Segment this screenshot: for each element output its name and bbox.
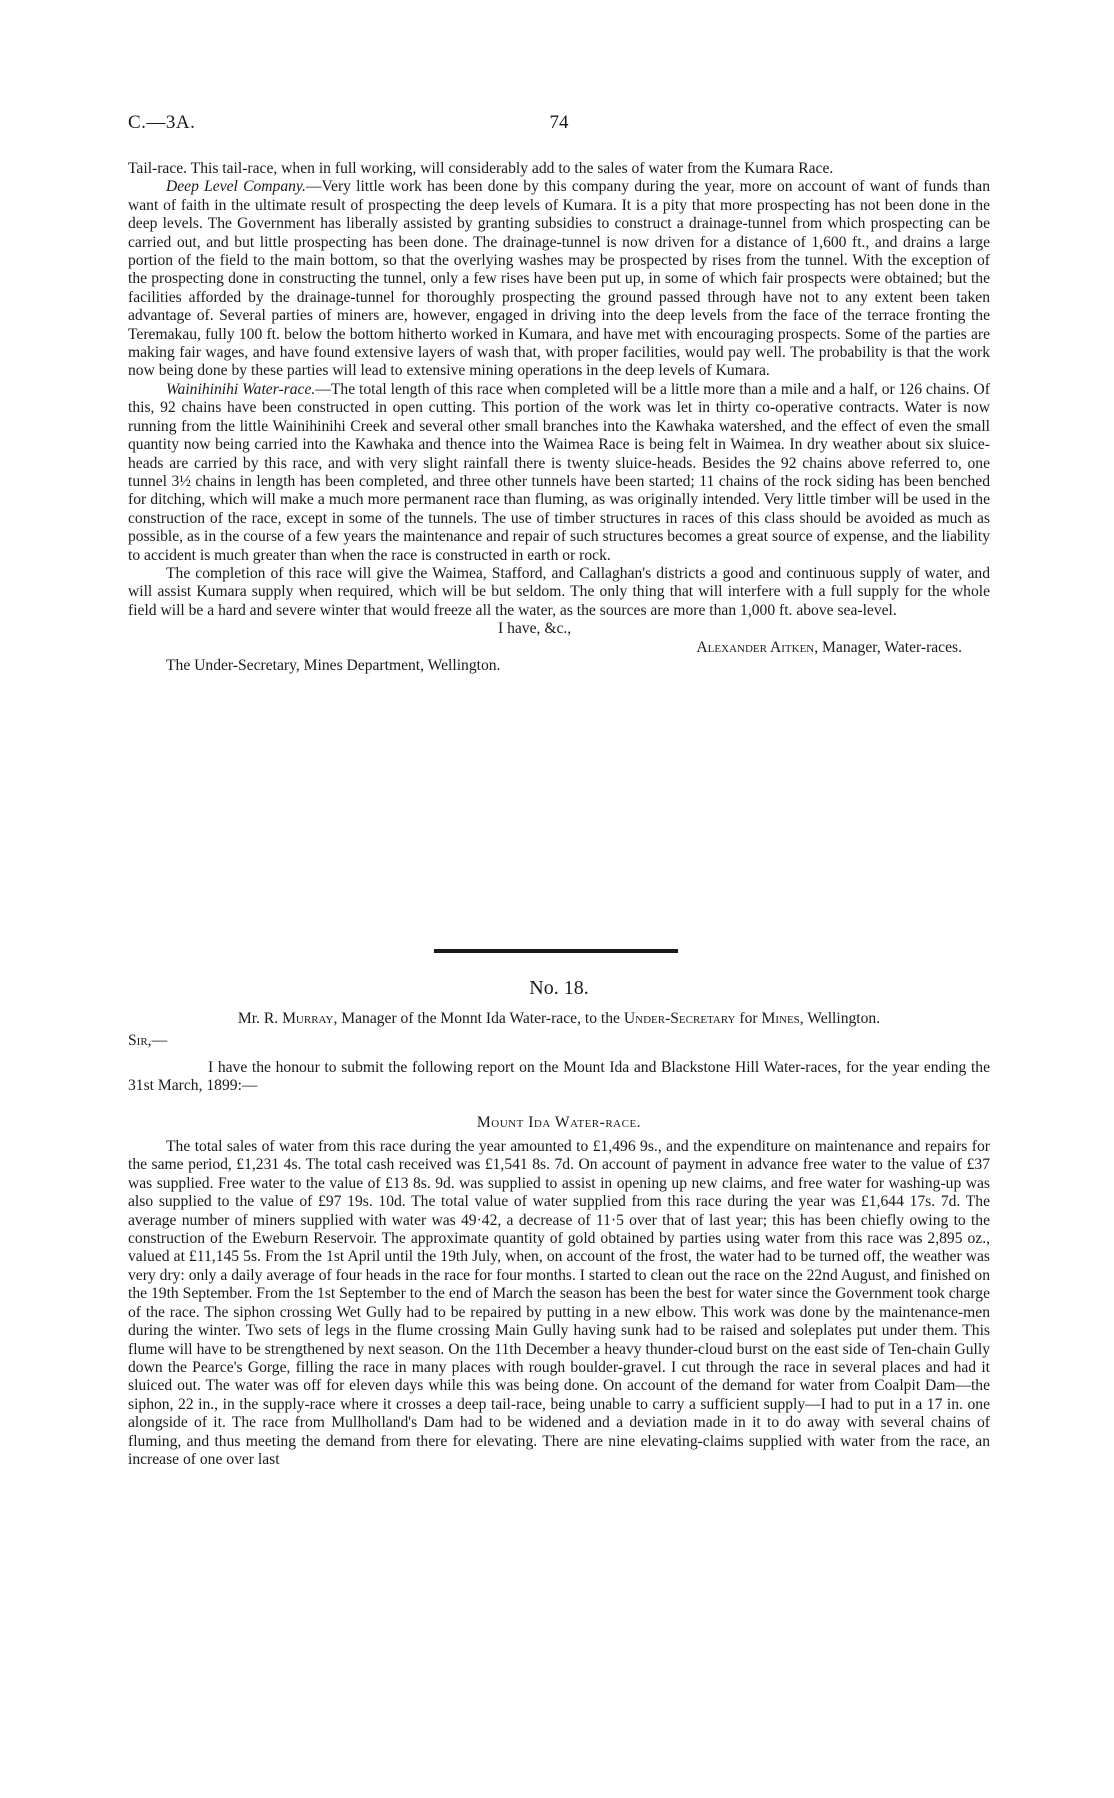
- addressee: The Under-Secretary, Mines Department, Wellington.: [166, 656, 501, 674]
- page-header: [128, 112, 990, 142]
- deep-level-text: —Very little work has been done by this company during the year, more on account of want of funds than want of faith in the ultimate result of prospecting the deep levels of Kumara. It is a pity that more prospecting has not been done in the deep levels. The Government has liberally assisted by granting subsidies to construct a drainage-tunnel from which prospecting can be carried out, and but little prospecting has been done. The drainage-tunnel is now driven for a distance of 1,600 ft., and drains a large portion of the field to the main bottom, so that the overlying washes may be prospected by rises from the tunnel. With the exception of the prospecting done in constructing the tunnel, only a few rises have been put up, in some of which fair prospects were obtained; but the facilities afforded by the drainage-tunnel for thoroughly prospecting the ground passed through have not to any extent been taken advantage of. Several parties of miners are, however, engaged in driving into the deep levels from the face of the terrace fronting the Teremakau, fully 100 ft. below the bottom hitherto worked in Kumara, and have met with encouraging prospects. Some of the parties are making fair wages, and have found extensive layers of wash that, with proper facilities, would pay well. The probability is that the work now being done by these parties will lead to extensive mining operations in the deep levels of Kumara.: [128, 178, 990, 380]
- subheading-mount-ida: Mount Ida Water-race.: [476, 1113, 642, 1131]
- report-continuation: [128, 160, 990, 675]
- title-end: , Wellington.: [799, 1010, 881, 1027]
- paragraph-tail-race: Tail-race. This tail-race, when in full working, will considerably add to the sales of water from the Kumara Race.: [128, 160, 834, 177]
- report-no-18: [128, 974, 990, 1469]
- signature: [128, 639, 990, 657]
- title-pre: Mr. R.: [237, 1010, 283, 1027]
- wainihinihi-heading: Wainihinihi Water-race.: [166, 380, 316, 398]
- salutation: Sir,—: [128, 1032, 168, 1050]
- paragraph-completion: The completion of this race will give the Waimea, Stafford, and Callaghan's districts a good and continuous supply of water, and will assist Kumara supply when required, which will be but seldom. The only thing that will interfere with a full supply for the whole field will be a hard and severe winter that would freeze all the water, as the sources are more than 1,000 ft. above sea-level.: [128, 564, 990, 619]
- title-mines: Mines: [761, 1010, 800, 1027]
- paragraph-mount-ida: The total sales of water from this race during the year amounted to £1,496 9s., and the expenditure on maintenance and repairs for the same period, £1,231 4s. The total cash received was £1,541 8s. 7d. On account of payment in advance free water to the value of £37 was supplied. Free water to the value of £13 8s. 9d. was supplied to assist in opening up new claims, and free water for washing-up was also supplied to the value of £97 19s. 10d. The total value of water supplied from this race during the year was £1,644 17s. 7d. The average number of miners supplied with water was 49·42, a decrease of 11·5 over that of last year; this has been chiefly owing to the construction of the Eweburn Reservoir. The approximate quantity of gold obtained by parties using water from this race was 2,895 oz., valued at £11,145 5s. From the 1st April until the 19th July, when, on account of the frost, the water had to be turned off, the weather was very dry: only a daily average of four heads in the race for four months. I started to clean out the race on the 22nd August, and finished on the 19th September. From the 1st September to the end of March the season has been the best for water since the Government took charge of the race. The siphon crossing Wet Gully had to be repaired by putting in a new elbow. This work was done by the maintenance-men during the winter. Two sets of legs in the flume crossing Main Gully having sunk had to be raised and soleplates put under them. This flume will have to be strengthened by next season. On the 11th December a heavy thunder-cloud burst on the east side of Ten-chain Gully down the Pearce's Gorge, filling the race in many places with rough boulder-gravel. I cut through the race in several places and had it sluiced out. The water was off for eleven days while this was being done. On account of the demand for water from Coalpit Dam—the siphon, 22 in., in the supply-race where it crosses a deep tail-race, being unable to carry a sufficient supply—I had to put in a 17 in. one alongside of it. The race from Mullholland's Dam had to be widened and a deviation made in it to do away with several chains of fluming, and thus meeting the demand from there for elevating. There are nine elevating-claims supplied with water from the race, an increase of one over last: [128, 1138, 990, 1468]
- title-for: for: [735, 1010, 762, 1027]
- paragraph-deep-level: [128, 178, 990, 380]
- section-divider: [434, 949, 678, 953]
- deep-level-heading: Deep Level Company.: [166, 178, 306, 196]
- report-number: No. 18.: [529, 977, 589, 999]
- signature-title: , Manager, Water-races.: [814, 638, 962, 656]
- paper-reference: C.—3A.: [128, 112, 196, 133]
- title-recipient: Under-Secretary: [623, 1010, 736, 1027]
- paragraph-wainihinihi: [128, 381, 990, 565]
- title-mid: , Manager of the Monnt Ida Water-race, to the: [333, 1010, 624, 1027]
- title-name: Murray: [282, 1010, 334, 1027]
- intro-paragraph: I have the honour to submit the following report on the Mount Ida and Blackstone Hill Water-races, for the year ending the 31st March, 1899:—: [128, 1058, 990, 1095]
- page-number: 74: [549, 112, 569, 133]
- closing: I have, &c.,: [498, 620, 572, 638]
- report-title: [128, 1010, 990, 1028]
- signature-name: Alexander Aitken: [696, 638, 815, 656]
- wainihinihi-text: —The total length of this race when completed will be a little more than a mile and a half, or 126 chains. Of this, 92 chains have been constructed in open cutting. This portion of the work was let in thirty co-operative contracts. Water is now running from the little Wainihinihi Creek and several other small branches into the Kawhaka watershed, and the effect of even the small quantity now being carried into the Kawhaka and thence into the Waimea Race is being felt in Waimea. In dry weather about six sluice-heads are carried by this race, and with very slight rainfall there is twenty sluice-heads. Besides the 92 chains above referred to, one tunnel 3½ chains in length has been completed, and three other tunnels have been started; 11 chains of the rock siding has been benched for ditching, which will make a much more permanent race than fluming, as was originally intended. Very little timber will be used in the construction of the race, except in some of the tunnels. The use of timber structures in races of this class should be avoided as much as possible, as in the course of a few years the maintenance and repair of such structures becomes a great source of expense, and the liability to accident is much greater than when the race is constructed in earth or rock.: [128, 380, 990, 564]
